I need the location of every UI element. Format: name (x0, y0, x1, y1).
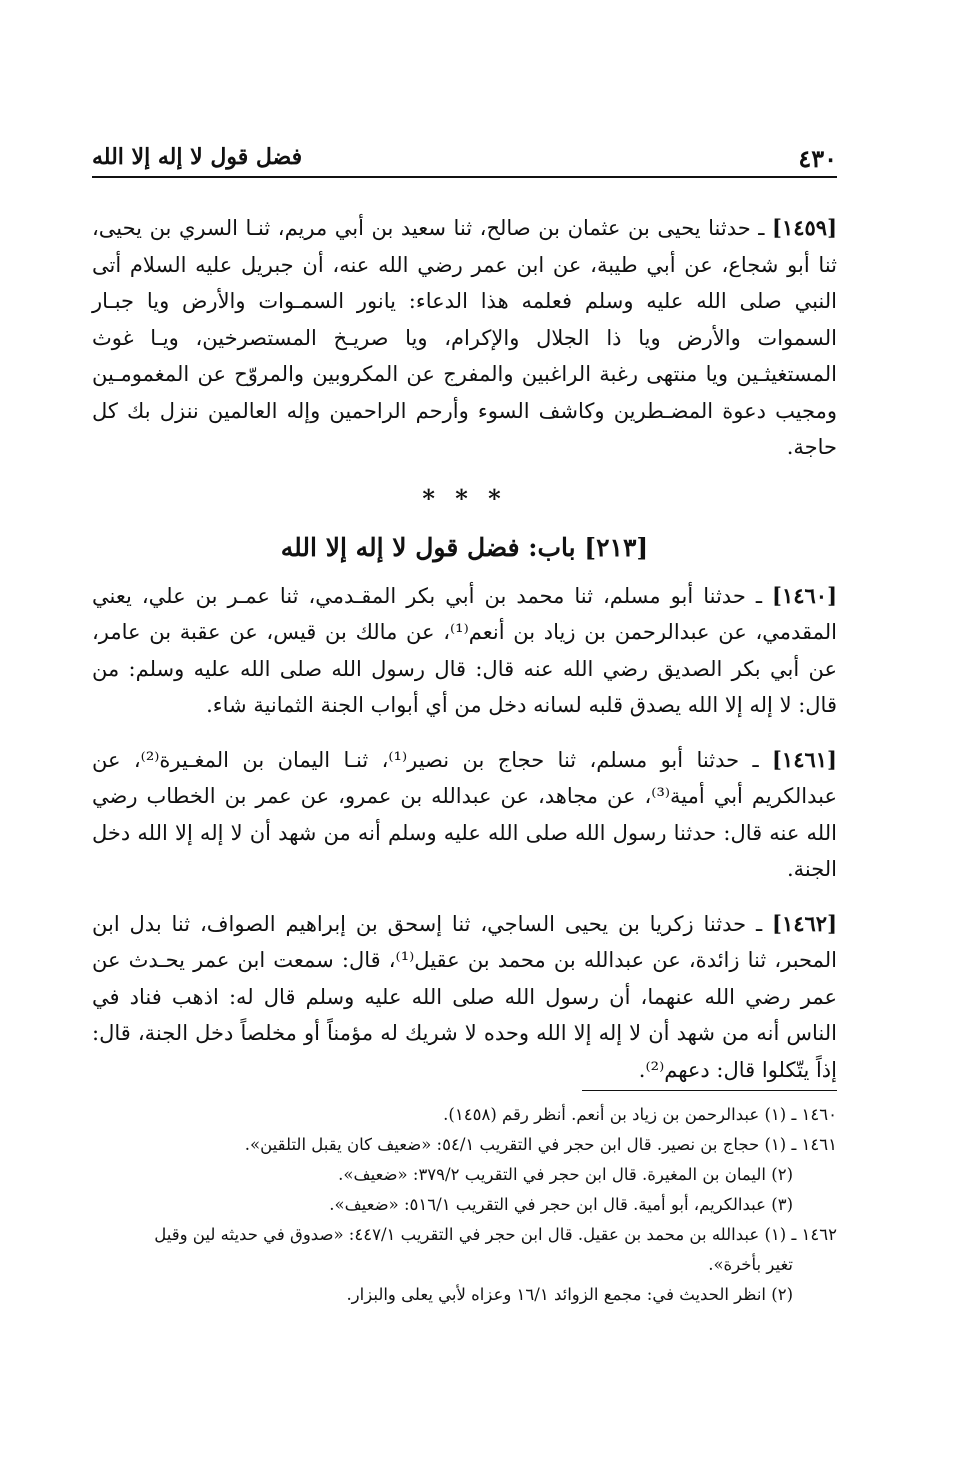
footnote (92, 1160, 837, 1190)
main-text (92, 210, 837, 1106)
footnote (92, 1190, 837, 1220)
hadith-text: ـ حدثنا أبو مسلم، ثنا محمد بن أبي بكر المقـدمي، ثنا عمـر بن علي، يعني المقدمي، عن عبدالرحمن بن زياد بن أنعم⁽¹⁾، عن مالك بن قيس، عن عقبة بن عامر، عن أبي بكر الصديق رضي الله عنه قال: قال رسول الله صلى الله عليه وسلم: من قال: لا إله إلا الله يصدق قلبه لسانه دخل من أي أبواب الجنة الثمانية شاء. (92, 583, 837, 717)
hadith-paragraph (92, 578, 837, 724)
hadith-paragraph (92, 906, 837, 1089)
footnote (92, 1280, 837, 1310)
page-header (92, 140, 837, 178)
hadith-text: ـ حدثنا زكريا بن يحيى الساجي، ثنا إسحق بن إبراهيم الصواف، ثنا بدل ابن المحبر، ثنا زائدة، عن عبدالله بن محمد بن عقيل⁽¹⁾، قال: سمعت ابن عمر يحـدث عن عمر رضي الله عنهما، أن رسول الله صلى الله عليه وسلم قال له: اذهب فناد في الناس أنه من شهد أن لا إله إلا الله وحده لا شريك له مؤمناً أو مخلصاً دخل الجنة، قال: إذاً يتّكلوا قال: دعهم⁽²⁾. (92, 911, 837, 1082)
footnotes (92, 1100, 837, 1310)
section-separator: * * * (422, 483, 507, 513)
footnote-continuation: تغير بأخرة». (708, 1255, 793, 1274)
footnote-text: (٢) اليمان بن المغيرة. قال ابن حجر في التقريب ٣٧٩/٢: «ضعيف». (338, 1165, 793, 1184)
footnote-divider (582, 1090, 837, 1091)
footnote-text: (٢) انظر الحديث في: مجمع الزوائد ١٦/١ وعزاه لأبي يعلى والبزار. (346, 1285, 793, 1304)
hadith-number: [١٤٦٢] (772, 910, 837, 936)
page-number: ٤٣٠ (798, 144, 837, 173)
hadith-number: [١٤٥٩] (772, 215, 837, 240)
hadith-text: ـ حدثنا يحيى بن عثمان بن صالح، ثنا سعيد بن أبي مريم، ثنـا السري بن يحيى، ثنا أبو شجاع، عن أبي طيبة، عن ابن عمر رضي الله عنه، أن جبريل عليه السلام أتى النبي صلى الله عليه وسلم فعلمه هذا الدعاء: يانور السمـوات والأرض ويا جبـار السموات والأرض ويا ذا الجلال والإكرام، ويا صريـخ المستصرخين، ويـا غوث المستغيثـين ويا منتهى رغبة الراغبين والمفرج عن المكروبين والمروّح عن المغمومـين ومجيب دعوة المضـطرين وكاشف السوء وأرحم الراحمين وإله العالمين ننزل بك كل حاجة. (92, 216, 837, 459)
running-title: فضل قول لا إله إلا الله (92, 144, 303, 170)
footnote-text: ١٤٦٠ ـ (١) عبدالرحمن بن زياد بن أنعم. أنظر رقم (١٤٥٨). (443, 1105, 837, 1124)
hadith-paragraph (92, 210, 837, 466)
hadith-text: ـ حدثنا أبو مسلم، ثنا حجاج بن نصير⁽¹⁾، ثنـا اليمان بن المغـيرة⁽²⁾، عن عبدالكريم أبي أمية⁽³⁾، عن مجاهد، عن عبدالله بن عمرو، عن عمر بن الخطاب رضي الله عنه قال: حدثنا رسول الله صلى الله عليه وسلم أنه من شهد أن لا إله إلا الله دخل الجنة. (92, 747, 837, 881)
footnote (92, 1220, 837, 1280)
footnote (92, 1130, 837, 1160)
footnote-text: (٣) عبدالكريم، أبو أمية. قال ابن حجر في التقريب ٥١٦/١: «ضعيف». (329, 1195, 793, 1214)
footnote-text: ١٤٦٢ ـ (١) عبدالله بن محمد بن عقيل. قال ابن حجر في التقريب ٤٤٧/١: «صدوق في حديثه لين وقيل (154, 1225, 837, 1244)
hadith-paragraph (92, 742, 837, 888)
chapter-heading: [٢١٣] باب: فضل قول لا إله إلا الله (280, 532, 649, 562)
hadith-number: [١٤٦٠] (772, 582, 837, 608)
hadith-number: [١٤٦١] (771, 746, 837, 772)
footnote-text: ١٤٦١ ـ (١) حجاج بن نصير. قال ابن حجر في التقريب ٥٤/١: «ضعيف كان يقبل التلقين». (244, 1135, 837, 1154)
footnote (92, 1100, 837, 1130)
